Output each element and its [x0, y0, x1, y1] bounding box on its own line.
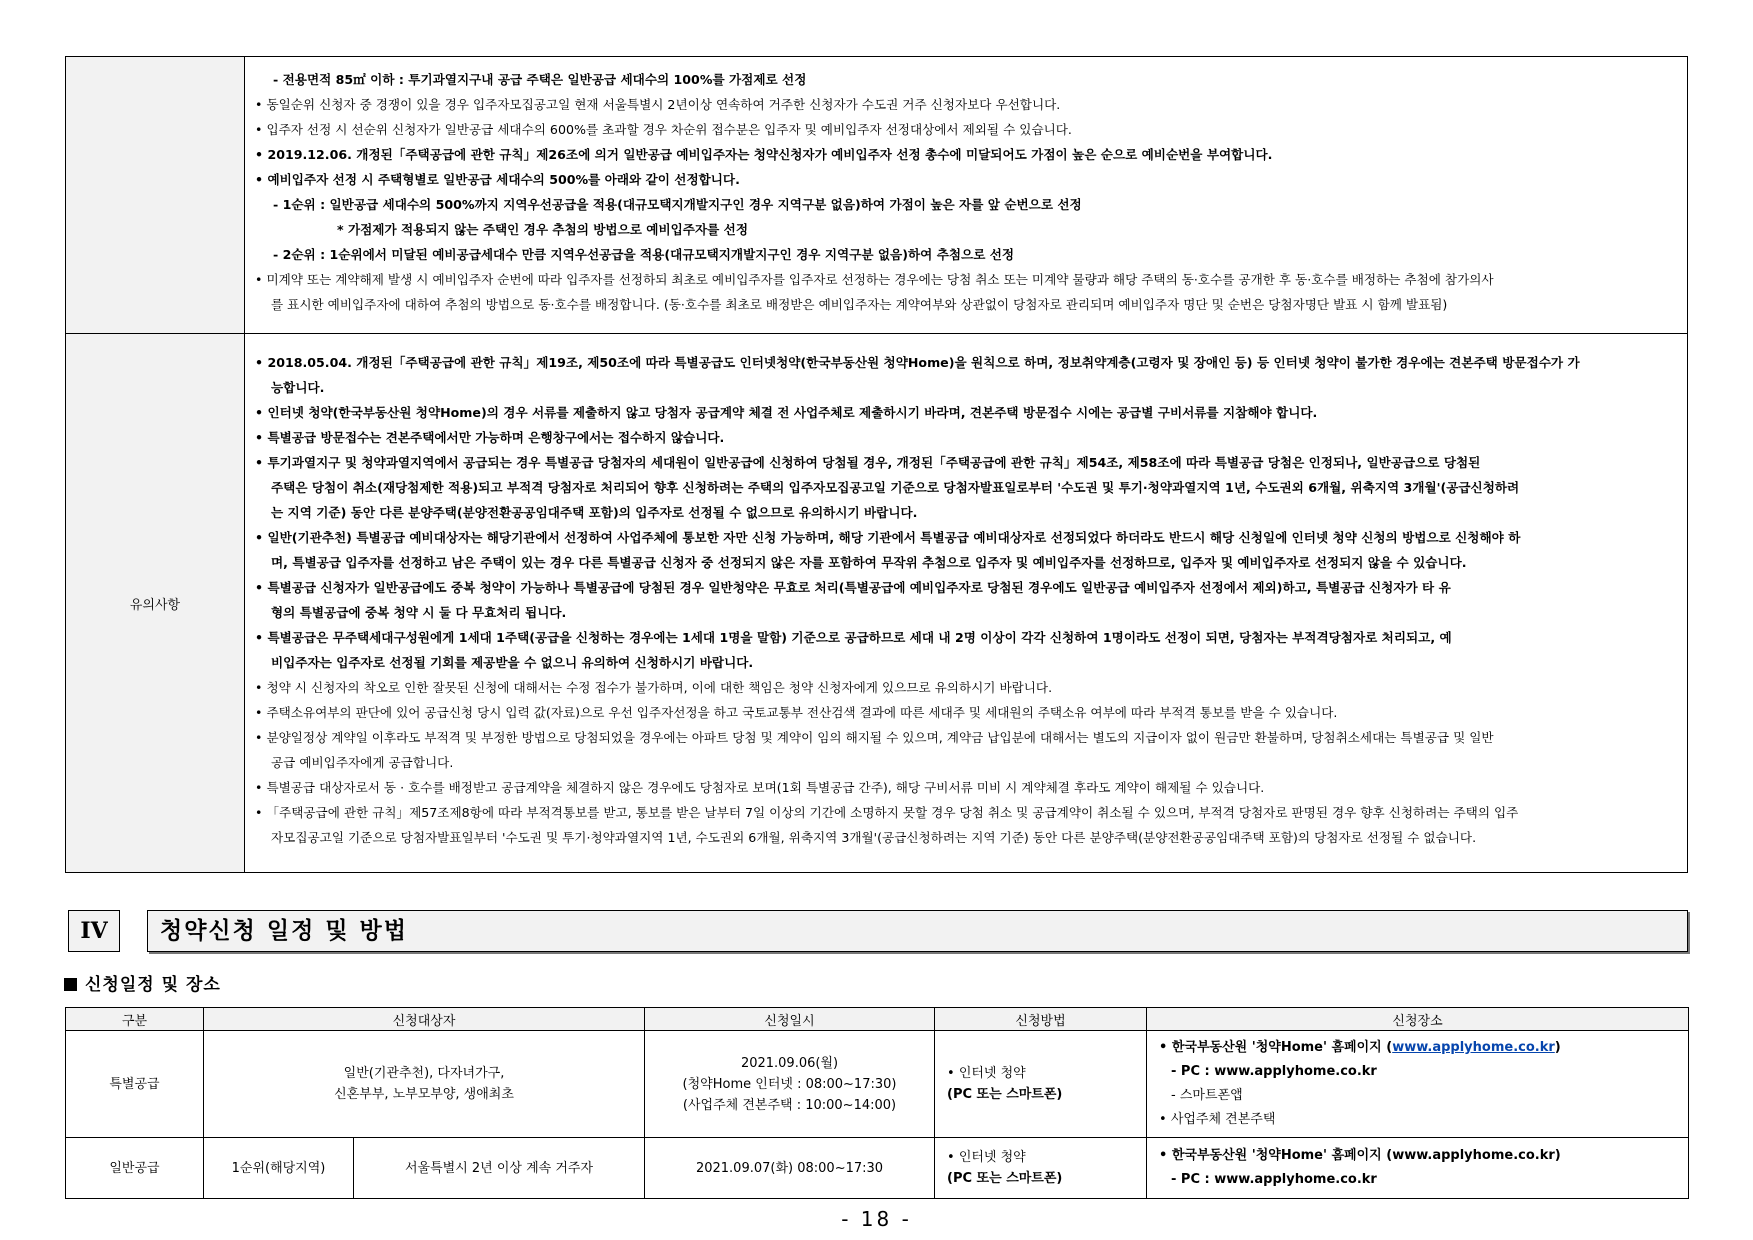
schedule-table [65, 1007, 1689, 1199]
notice-line: 주택은 당첨이 취소(재당첨제한 적용)되고 부적격 당첨자로 처리되어 향후 신청하려는 주택의 입주자모집공고일 기준으로 당첨자발표일로부터 '수도권 및 투기·청약과열지역 1년, 수도권외 6개월, 위축지역 3개월'(공급신청하려 [271, 480, 1520, 495]
special-target-line2: 신혼부부, 노부모부양, 생애최초 [334, 1087, 514, 1103]
general-rank: 1순위(해당지역) [204, 1138, 354, 1199]
general-place [1147, 1138, 1689, 1199]
general-date: 2021.09.07(화) 08:00~17:30 [645, 1138, 935, 1199]
general-place-line1: • 한국부동산원 '청약Home' 홈페이지 (www.applyhome.co.kr) [1159, 1148, 1561, 1164]
header-category: 구분 [66, 1008, 204, 1031]
section-title: 청약신청 일정 및 방법 [147, 910, 1688, 952]
applyhome-link[interactable]: www.applyhome.co.kr [1392, 1040, 1555, 1056]
notice-line: • 일반(기관추천) 특별공급 예비대상자는 해당기관에서 선정하여 사업주체에 통보한 자만 신청 가능하며, 해당 기관에서 특별공급 예비대상자로 선정되었다 하더라도 반드시 해당 신청일에 인터넷 청약 신청의 방법으로 신청해야 하 [255, 525, 1667, 550]
special-category: 특별공급 [66, 1031, 204, 1138]
notice-table [65, 56, 1688, 873]
header-method: 신청방법 [935, 1008, 1147, 1031]
special-date [645, 1031, 935, 1138]
special-target [204, 1031, 645, 1138]
special-date-line1: 2021.09.06(월) [740, 1055, 839, 1071]
notice-line: - 전용면적 85㎡ 이하 : 투기과열지구내 공급 주택은 일반공급 세대수의 100%를 가점제로 선정 [273, 72, 807, 87]
table-row [66, 1031, 1689, 1138]
special-place-line1: • 한국부동산원 '청약Home' 홈페이지 ( [1159, 1040, 1393, 1056]
subsection-title-text: 신청일정 및 장소 [85, 975, 221, 995]
notice-line: • 2019.12.06. 개정된「주택공급에 관한 규칙」제26조에 의거 일반공급 예비입주자는 청약신청자가 예비입주자 선정 총수에 미달되어도 가점이 높은 순으로 예비순번을 부여합니다. [255, 142, 1667, 167]
special-method-line1: • 인터넷 청약 [947, 1066, 1026, 1082]
notice-line: • 특별공급 대상자로서 동 · 호수를 배정받고 공급계약을 체결하지 않은 경우에도 당첨자로 보며(1회 특별공급 간주), 해당 구비서류 미비 시 계약체결 후라도 계약이 해제될 수 있습니다. [255, 775, 1667, 800]
notice-line: • 주택소유여부의 판단에 있어 공급신청 당시 입력 값(자료)으로 우선 입주자선정을 하고 국토교통부 전산검색 결과에 따른 세대주 및 세대원의 주택소유 여부에 따라 부적격 통보를 받을 수 있습니다. [255, 700, 1667, 725]
notice-line: • 「주택공급에 관한 규칙」제57조제8항에 따라 부적격통보를 받고, 통보를 받은 날부터 7일 이상의 기간에 소명하지 못할 경우 당첨 취소 및 공급계약이 취소될 수 있으며, 부적격 당첨자로 판명된 경우 향후 신청하려는 주택의 입주 [255, 800, 1667, 825]
general-category: 일반공급 [66, 1138, 204, 1199]
notice-line: • 특별공급 방문접수는 견본주택에서만 가능하며 은행창구에서는 접수하지 않습니다. [255, 425, 1667, 450]
general-target: 서울특별시 2년 이상 계속 거주자 [354, 1138, 645, 1199]
notice-line: • 미계약 또는 계약해제 발생 시 예비입주자 순번에 따라 입주자를 선정하되 최초로 예비입주자를 입주자로 선정하는 경우에는 당첨 취소 또는 미계약 물량과 해당 주택의 동·호수를 공개한 후 동·호수를 배정하는 추첨에 참가의사 [255, 267, 1667, 292]
header-target: 신청대상자 [204, 1008, 645, 1031]
special-date-line2: (청약Home 인터넷 : 08:00~17:30) [682, 1076, 897, 1092]
special-date-line3: (사업주체 견본주택 : 10:00~14:00) [682, 1097, 897, 1113]
notice-line: * 가점제가 적용되지 않는 주택인 경우 추첨의 방법으로 예비입주자를 선정 [337, 222, 749, 237]
notice-line: 며, 특별공급 입주자를 선정하고 남은 주택이 있는 경우 다른 특별공급 신청자 중 선정되지 않은 자를 포함하여 무작위 추첨으로 입주자 및 예비입주자를 선정하므로, 입주자 및 예비입주자로 선정되지 않을 수 있습니다. [271, 555, 1467, 570]
notice-line: - 2순위 : 1순위에서 미달된 예비공급세대수 만큼 지역우선공급을 적용(대규모택지개발지구인 경우 지역구분 없음)하여 추첨으로 선정 [273, 247, 1015, 262]
row-content-reserve [245, 57, 1688, 334]
general-method-line2: (PC 또는 스마트폰) [947, 1171, 1063, 1187]
notice-line: • 동일순위 신청자 중 경쟁이 있을 경우 입주자모집공고일 현재 서울특별시 2년이상 연속하여 거주한 신청자가 수도권 거주 신청자보다 우선합니다. [255, 92, 1667, 117]
notice-line: • 인터넷 청약(한국부동산원 청약Home)의 경우 서류를 제출하지 않고 당첨자 공급계약 체결 전 사업주체로 제출하시기 바라며, 견본주택 방문접수 시에는 공급별 구비서류를 지참해야 합니다. [255, 400, 1667, 425]
section-number: IV [68, 910, 120, 952]
notice-line: • 예비입주자 선정 시 주택형별로 일반공급 세대수의 500%를 아래와 같이 선정합니다. [255, 167, 1667, 192]
subsection-title [64, 970, 221, 995]
notice-line: • 2018.05.04. 개정된「주택공급에 관한 규칙」제19조, 제50조에 따라 특별공급도 인터넷청약(한국부동산원 청약Home)을 원칙으로 하며, 정보취약계층(고령자 및 장애인 등) 등 인터넷 청약이 불가한 경우에는 견본주택 방문접수가 가 [255, 350, 1667, 375]
notice-line: • 투기과열지구 및 청약과열지역에서 공급되는 경우 특별공급 당첨자의 세대원이 일반공급에 신청하여 당첨될 경우, 개정된「주택공급에 관한 규칙」제54조, 제58조에 따라 특별공급 당첨은 인정되나, 일반공급으로 당첨된 [255, 450, 1667, 475]
row-header-blank [66, 57, 245, 334]
row-content-notes [245, 334, 1688, 873]
special-place-line3: - 스마트폰앱 [1171, 1088, 1243, 1104]
special-method-line2: (PC 또는 스마트폰) [947, 1087, 1063, 1103]
special-method [935, 1031, 1147, 1138]
row-header-notes: 유의사항 [66, 334, 245, 873]
special-target-line1: 일반(기관추천), 다자녀가구, [343, 1066, 505, 1082]
notice-line: • 특별공급은 무주택세대구성원에게 1세대 1주택(공급을 신청하는 경우에는 1세대 1명을 말함) 기준으로 공급하므로 세대 내 2명 이상이 각각 신청하여 1명이라도 선정이 되면, 당첨자는 부적격당첨자로 처리되고, 예 [255, 625, 1667, 650]
special-place-line2: - PC : www.applyhome.co.kr [1171, 1064, 1377, 1080]
header-date: 신청일시 [645, 1008, 935, 1031]
general-method [935, 1138, 1147, 1199]
notice-line: 를 표시한 예비입주자에 대하여 추첨의 방법으로 동·호수를 배정합니다. (동·호수를 최초로 배정받은 예비입주자는 계약여부와 상관없이 당첨자로 관리되며 예비입주자 명단 및 순번은 당첨자명단 발표 시 함께 발표됨) [271, 297, 1448, 312]
general-place-line2: - PC : www.applyhome.co.kr [1171, 1172, 1377, 1188]
general-method-line1: • 인터넷 청약 [947, 1150, 1026, 1166]
notice-line: • 분양일정상 계약일 이후라도 부적격 및 부정한 방법으로 당첨되었을 경우에는 아파트 당첨 및 계약이 임의 해지될 수 있으며, 계약금 납입분에 대해서는 별도의 지급이자 없이 원금만 환불하며, 당첨취소세대는 특별공급 및 일반 [255, 725, 1667, 750]
notice-line: 능합니다. [271, 380, 325, 395]
notice-line: • 특별공급 신청자가 일반공급에도 중복 청약이 가능하나 특별공급에 당첨된 경우 일반청약은 무효로 처리(특별공급에 예비입주자로 당첨된 경우에도 일반공급 예비입주자 선정에서 제외)하고, 특별공급 신청자가 타 유 [255, 575, 1667, 600]
special-place-line1-end: ) [1554, 1040, 1561, 1056]
notice-line: 공급 예비입주자에게 공급합니다. [271, 755, 454, 770]
notice-line: 형의 특별공급에 중복 청약 시 둘 다 무효처리 됩니다. [271, 605, 567, 620]
special-place [1147, 1031, 1689, 1138]
notice-line: 자모집공고일 기준으로 당첨자발표일부터 '수도권 및 투기·청약과열지역 1년, 수도권외 6개월, 위축지역 3개월'(공급신청하려는 지역 기준) 동안 다른 분양주택(분양전환공공임대주택 포함)의 당첨자로 선정될 수 없습니다. [271, 830, 1477, 845]
special-place-line4: • 사업주체 견본주택 [1159, 1112, 1276, 1128]
square-bullet-icon [64, 978, 77, 991]
notice-line: • 입주자 선정 시 선순위 신청자가 일반공급 세대수의 600%를 초과할 경우 차순위 접수분은 입주자 및 예비입주자 선정대상에서 제외될 수 있습니다. [255, 117, 1667, 142]
table-row [66, 1138, 1689, 1199]
notice-line: 는 지역 기준) 동안 다른 분양주택(분양전환공공임대주택 포함)의 입주자로 선정될 수 없으므로 유의하시기 바랍니다. [271, 505, 918, 520]
notice-line: - 1순위 : 일반공급 세대수의 500%까지 지역우선공급을 적용(대규모택지개발지구인 경우 지역구분 없음)하여 가점이 높은 자를 앞 순번으로 선정 [273, 197, 1082, 212]
notice-line: • 청약 시 신청자의 착오로 인한 잘못된 신청에 대해서는 수정 접수가 불가하며, 이에 대한 책임은 청약 신청자에게 있으므로 유의하시기 바랍니다. [255, 675, 1667, 700]
notice-line: 비입주자는 입주자로 선정될 기회를 제공받을 수 없으니 유의하여 신청하시기 바랍니다. [271, 655, 754, 670]
page-number: - 18 - [841, 1207, 912, 1231]
header-place: 신청장소 [1147, 1008, 1689, 1031]
